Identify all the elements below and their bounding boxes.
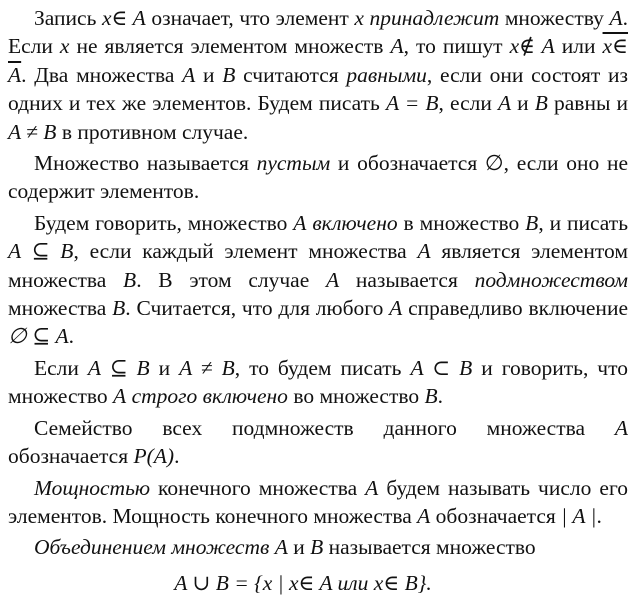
text-run: равны и [547, 91, 629, 116]
text-run: , если каждый элемент множества [73, 239, 418, 264]
text-run: означает, что элемент [145, 6, 355, 30]
math-expression: A ⊆ B [8, 239, 74, 264]
math-expression: A [325, 267, 340, 292]
math-expression: A [417, 503, 431, 528]
emphasized-term: включено [312, 210, 398, 235]
math-expression: B [123, 267, 137, 292]
text-run: или [554, 34, 603, 59]
math-expression: B [534, 91, 548, 116]
math-expression: x [59, 34, 70, 59]
math-expression: A ⊂ B [410, 355, 473, 380]
math-expression: A [182, 62, 196, 87]
text-run: и [149, 355, 180, 380]
paragraph-cardinality [8, 474, 628, 531]
math-expression: A = B [385, 91, 439, 116]
text-run: . В этом случае [136, 267, 326, 292]
math-expression: A ⊆ B [87, 355, 150, 380]
math-expression: B [112, 296, 126, 321]
text-run: множеству [499, 6, 610, 30]
text-run: во множество [287, 384, 425, 409]
math-expression: A [497, 91, 512, 116]
union-formula: A ∪ B = {x | x∈ A или x∈ B}. [174, 570, 432, 595]
emphasized-term: равными [346, 62, 427, 87]
text-run: Семейство всех подмножеств данного множества [34, 415, 615, 440]
math-expression: A [390, 34, 404, 59]
paragraph-power-set [8, 414, 628, 471]
math-expression: A [113, 384, 127, 409]
text-run: не является элементом множеств [69, 34, 391, 59]
text-run: Запись [34, 6, 102, 30]
text-run: . Если [8, 6, 628, 59]
emphasized-term: принадлежит [369, 6, 500, 30]
text-run: будем называть число его элементов. Мощность конечного множества [8, 475, 629, 528]
math-expression: B [310, 535, 324, 560]
math-expression: B [525, 210, 539, 235]
math-expression: A [417, 239, 431, 264]
math-expression: A ≠ B [8, 119, 57, 144]
math-expression: x∈ A [8, 34, 629, 87]
emphasized-term: Мощностью [34, 475, 151, 500]
text-run: , если [438, 91, 498, 116]
paragraph-strict-subset [8, 354, 628, 411]
emphasized-term: пустым [256, 151, 331, 176]
math-expression: B [424, 384, 438, 409]
paragraph-empty-set [8, 149, 628, 206]
text-run: справедливо включение [402, 296, 628, 321]
text-run: и [195, 62, 223, 87]
text-run: , то пишут [403, 34, 510, 59]
math-expression: A [365, 475, 379, 500]
math-expression: A [609, 6, 623, 30]
text-run: обозначается [8, 444, 134, 469]
math-expression: A [293, 210, 307, 235]
text-run: . Считается, что для любого [125, 296, 390, 321]
math-expression: | A | [561, 503, 597, 528]
text-run: в множество [397, 210, 526, 235]
text-run: , и писать [538, 210, 628, 235]
math-expression: A [389, 296, 403, 321]
text-run: является элементом множества [8, 239, 628, 292]
math-expression: x [354, 6, 364, 30]
text-run: и обозначается ∅, если оно не содержит элементов. [8, 151, 628, 204]
text-run: . Два множества [21, 62, 183, 87]
math-expression: A [614, 415, 628, 440]
text-run: в противном случае. [56, 119, 249, 144]
text-run: . [68, 324, 75, 349]
text-run: и [287, 535, 311, 560]
text-run: , то будем писать [234, 355, 411, 380]
math-expression: x∉ A [509, 34, 555, 59]
math-expression: ∅ ⊆ A [8, 324, 69, 349]
text-run: обозначается [430, 503, 562, 528]
emphasized-term: Объединением множеств [34, 535, 270, 560]
math-expression: P(A) [133, 444, 175, 469]
text-run: называется множество [323, 535, 536, 560]
text-run: конечного множества [150, 475, 366, 500]
text-run: Множество называется [34, 151, 257, 176]
text-run: . [596, 503, 602, 528]
text-run: . [437, 384, 444, 409]
text-run: и говорить, что множество [8, 355, 628, 409]
text-run: . [174, 444, 180, 469]
text-run: множества [8, 296, 113, 321]
text-run: , если они состоят из одних и тех же элементов. Будем писать [8, 62, 628, 116]
emphasized-term: строго включено [131, 384, 288, 409]
text-run: называется [339, 267, 475, 292]
math-expression: x∈ A [101, 6, 146, 30]
emphasized-term: подмножеством [474, 267, 629, 292]
paragraph-subset [8, 209, 628, 351]
math-expression: A [274, 535, 288, 560]
math-expression: A ≠ B [179, 355, 235, 380]
paragraph-union [8, 533, 628, 561]
math-expression: B [222, 62, 236, 87]
text-run: Если [34, 355, 88, 380]
paragraph-membership [8, 4, 628, 146]
text-run: считаются [235, 62, 347, 87]
text-run: Будем говорить, множество [34, 210, 294, 235]
text-run: и [511, 91, 535, 116]
